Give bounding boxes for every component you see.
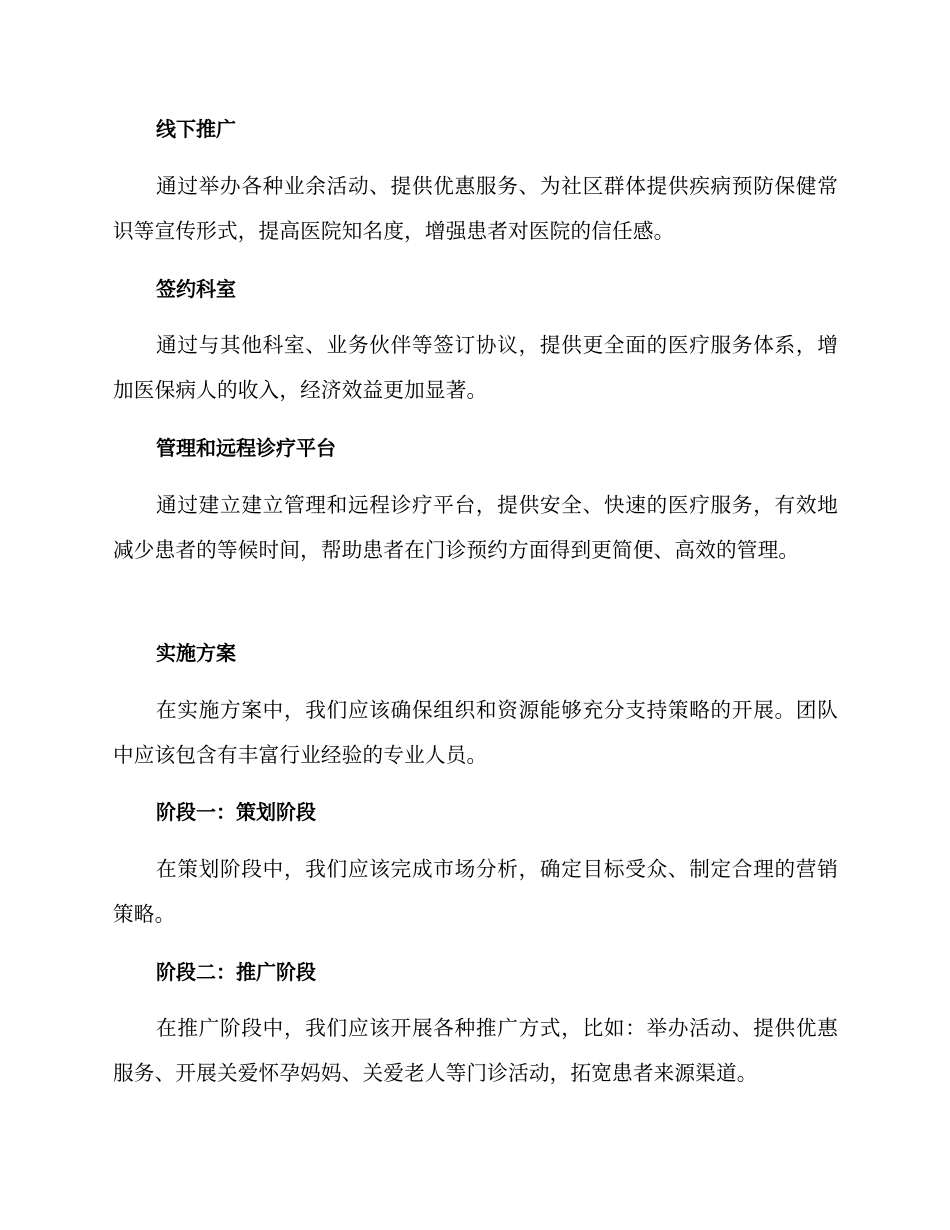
section-paragraph: 在推广阶段中，我们应该开展各种推广方式，比如：举办活动、提供优惠服务、开展关爱怀孕妈妈、关爱老人等门诊活动，拓宽患者来源渠道。 (113, 1016, 838, 1085)
section-paragraph: 在实施方案中，我们应该确保组织和资源能够充分支持策略的开展。团队中应该包含有丰富行业经验的专业人员。 (113, 698, 838, 767)
section-heading: 签约科室 (156, 277, 236, 301)
section-heading: 管理和远程诊疗平台 (156, 436, 336, 460)
section-paragraph: 通过建立建立管理和远程诊疗平台，提供安全、快速的医疗服务，有效地减少患者的等候时间，帮助患者在门诊预约方面得到更简便、高效的管理。 (113, 493, 838, 562)
section-paragraph: 通过举办各种业余活动、提供优惠服务、为社区群体提供疾病预防保健常识等宣传形式，提高医院知名度，增强患者对医院的信任感。 (113, 174, 838, 243)
section-heading: 线下推广 (156, 117, 236, 141)
section-paragraph: 通过与其他科室、业务伙伴等签订协议，提供更全面的医疗服务体系，增加医保病人的收入，经济效益更加显著。 (113, 333, 838, 402)
section-heading: 阶段一：策划阶段 (156, 800, 316, 824)
section-heading: 实施方案 (156, 641, 236, 665)
section-paragraph: 在策划阶段中，我们应该完成市场分析，确定目标受众、制定合理的营销策略。 (113, 857, 838, 926)
section-heading: 阶段二：推广阶段 (156, 960, 316, 984)
